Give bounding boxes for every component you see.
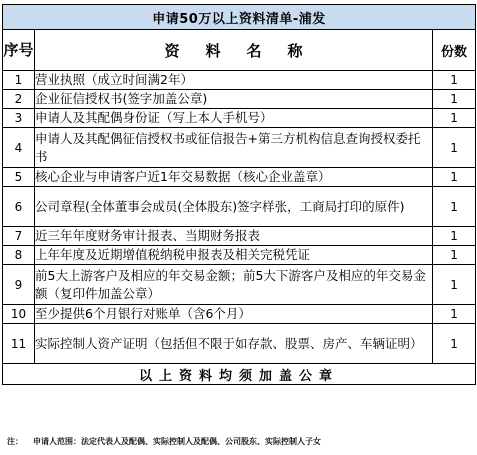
row-document: 至少提供6个月银行对账单（含6个月） (35, 305, 433, 324)
row-quantity: 1 (433, 324, 476, 364)
row-quantity: 1 (433, 305, 476, 324)
table-row (3, 90, 476, 109)
row-number: 7 (3, 227, 35, 246)
row-quantity: 1 (433, 246, 476, 265)
row-document: 近三年年度财务审计报表、当期财务报表 (35, 227, 433, 246)
row-quantity: 1 (433, 168, 476, 187)
row-document: 核心企业与申请客户近1年交易数据（核心企业盖章） (35, 168, 433, 187)
table-row (3, 246, 476, 265)
row-document: 公司章程(全体董事会成员(全体股东)签字样张，工商局打印的原件) (35, 187, 433, 227)
row-number: 10 (3, 305, 35, 324)
row-number: 5 (3, 168, 35, 187)
stamp-requirement-note: 以上资料均须加盖公章 (3, 364, 476, 385)
applicant-scope-note (7, 436, 475, 447)
row-number: 11 (3, 324, 35, 364)
title-row (3, 5, 476, 30)
header-number: 序号 (3, 30, 35, 71)
row-number: 4 (3, 128, 35, 168)
row-quantity: 1 (433, 71, 476, 90)
table-row (3, 71, 476, 90)
row-document: 前5大上游客户及相应的年交易金额；前5大下游客户及相应的年交易金额（复印件加盖公章） (35, 265, 433, 305)
document-list-table (2, 4, 476, 385)
row-document: 申请人及其配偶身份证（写上本人手机号） (35, 109, 433, 128)
row-document: 实际控制人资产证明（包括但不限于如存款、股票、房产、车辆证明） (35, 324, 433, 364)
row-document: 企业征信授权书(签字加盖公章) (35, 90, 433, 109)
table-row (3, 265, 476, 305)
note-text: 申请人范围：法定代表人及配偶、实际控制人及配偶、公司股东、实际控制人子女 (33, 437, 321, 446)
row-number: 9 (3, 265, 35, 305)
row-quantity: 1 (433, 109, 476, 128)
row-number: 3 (3, 109, 35, 128)
row-document: 申请人及其配偶征信授权书或征信报告+第三方机构信息查询授权委托书 (35, 128, 433, 168)
row-quantity: 1 (433, 187, 476, 227)
table-row (3, 168, 476, 187)
row-quantity: 1 (433, 90, 476, 109)
row-number: 1 (3, 71, 35, 90)
table-row (3, 305, 476, 324)
header-document-name: 资料名称 (35, 30, 433, 71)
table-row (3, 324, 476, 364)
row-quantity: 1 (433, 128, 476, 168)
row-quantity: 1 (433, 227, 476, 246)
table-title: 申请50万以上资料清单-浦发 (3, 5, 476, 30)
row-document: 上年年度及近期增值税纳税申报表及相关完税凭证 (35, 246, 433, 265)
row-number: 6 (3, 187, 35, 227)
row-number: 2 (3, 90, 35, 109)
table-row (3, 128, 476, 168)
header-row (3, 30, 476, 71)
table-row (3, 187, 476, 227)
table-row (3, 227, 476, 246)
row-number: 8 (3, 246, 35, 265)
header-quantity: 份数 (433, 30, 476, 71)
row-quantity: 1 (433, 265, 476, 305)
note-label: 注： (7, 437, 23, 446)
table-row (3, 109, 476, 128)
footer-row (3, 364, 476, 385)
row-document: 营业执照（成立时间满2年） (35, 71, 433, 90)
